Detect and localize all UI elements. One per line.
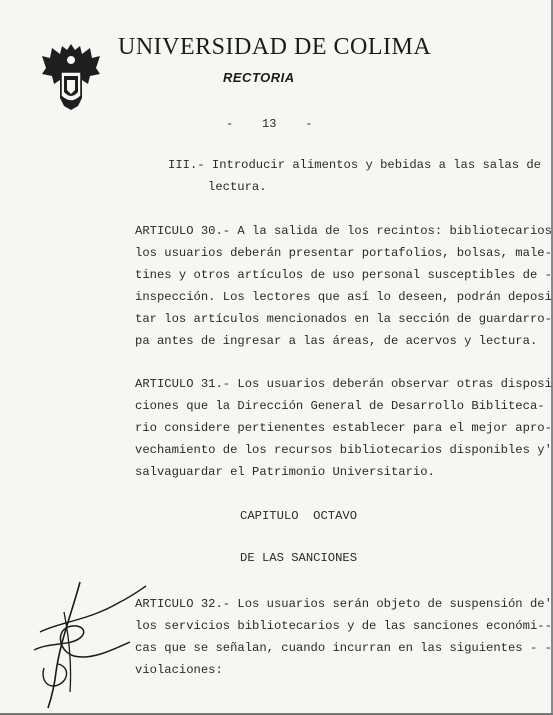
text-line: cas que se señalan, cuando incurran en las siguientes - - bbox=[135, 641, 552, 655]
text-line: inspección. Los lectores que así lo deseen, podrán deposi bbox=[135, 290, 552, 304]
text-line: los servicios bibliotecarios y de las sanciones económi-- bbox=[135, 619, 552, 633]
text-line: salvaguardar el Patrimonio Universitario. bbox=[135, 465, 435, 479]
text-line: vechamiento de los recursos bibliotecarios disponibles y' bbox=[135, 443, 552, 457]
chapter-title: CAPITULO OCTAVO bbox=[240, 509, 358, 523]
text-line: tines y otros artículos de uso personal susceptibles de - bbox=[135, 268, 552, 282]
text-line: pa antes de ingresar a las áreas, de acervos y lectura. bbox=[135, 334, 538, 348]
text-line: rio considere pertienentes establecer para el mejor apro- bbox=[135, 421, 552, 435]
page-number: - 13 - bbox=[226, 117, 313, 131]
text-line: los usuarios deberán presentar portafolios, bolsas, male- bbox=[135, 246, 552, 260]
handwritten-signature-icon bbox=[20, 572, 150, 712]
text-line: ARTICULO 30.- A la salida de los recintos: bibliotecarios bbox=[135, 224, 552, 238]
institution-name: UNIVERSIDAD DE COLIMA bbox=[118, 34, 432, 60]
text-line: ARTICULO 31.- Los usuarios deberán observar otras disposi bbox=[135, 377, 552, 391]
chapter-subtitle: DE LAS SANCIONES bbox=[240, 551, 358, 565]
text-line: ARTICULO 32.- Los usuarios serán objeto de suspensión de' bbox=[135, 597, 552, 611]
text-line: violaciones: bbox=[135, 663, 223, 677]
text-line: ciones que la Dirección General de Desarrollo Bibliteca- bbox=[135, 399, 545, 413]
office-name: RECTORIA bbox=[223, 70, 295, 85]
text-line: tar los artículos mencionados en la sección de guardarro- bbox=[135, 312, 552, 326]
text-line: III.- Introducir alimentos y bebidas a las salas de bbox=[168, 158, 541, 172]
university-crest-icon bbox=[40, 40, 102, 112]
text-line: lectura. bbox=[208, 180, 267, 194]
